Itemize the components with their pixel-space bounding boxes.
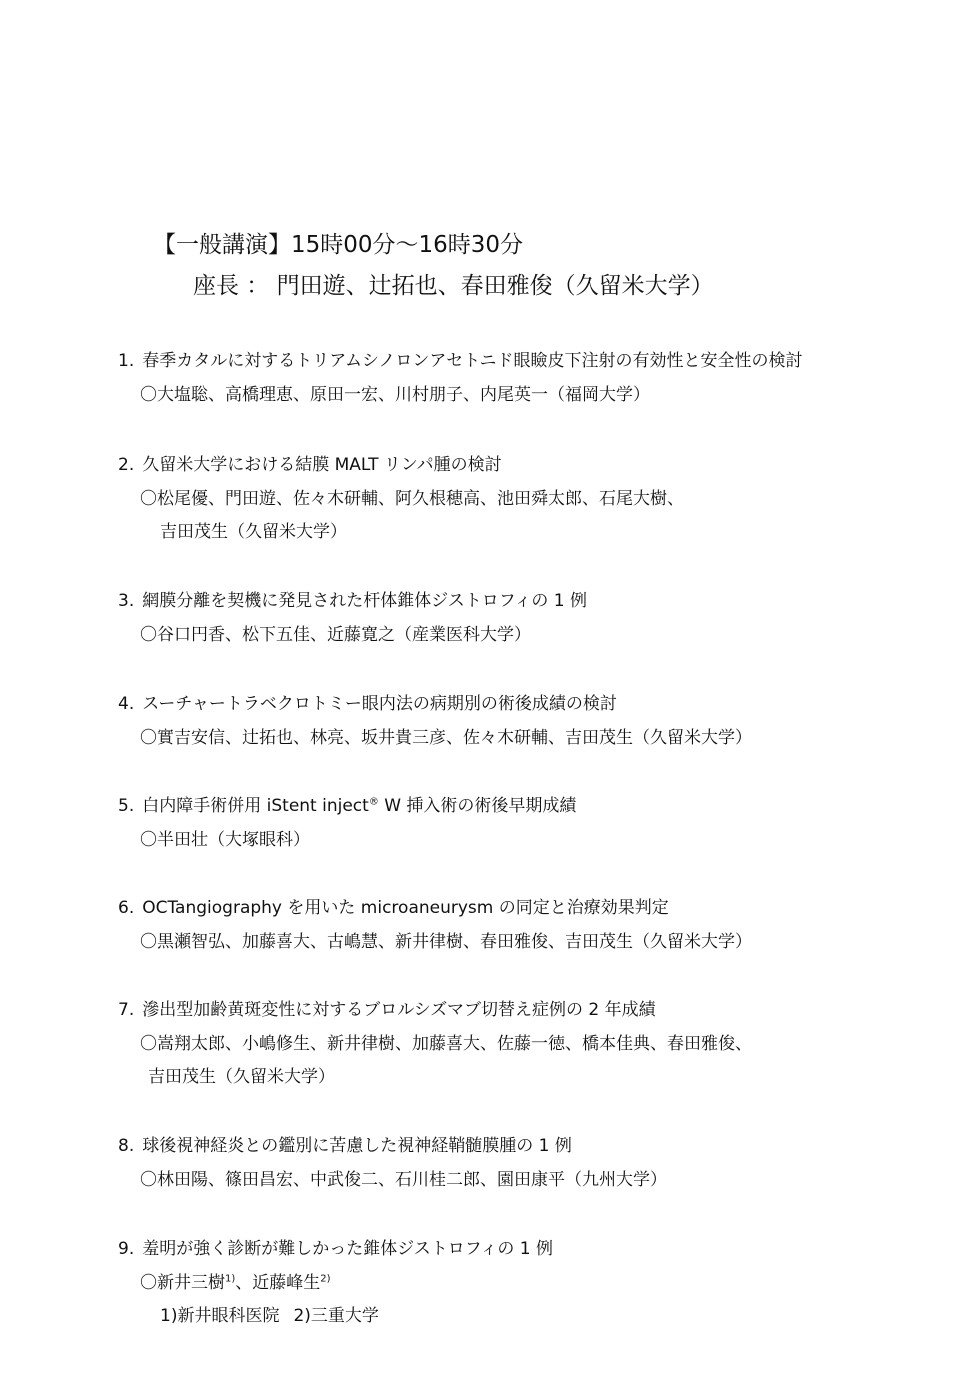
talk-number: 1. [118,351,135,371]
talk-number: 8. [118,1136,135,1156]
talk-authors: 〇林田陽、篠田昌宏、中武俊二、石川桂二郎、園田康平（九州大学） [140,1170,667,1190]
talk-title [118,450,502,475]
talk-title [118,586,587,611]
affiliation-1: 1)新井眼科医院 [160,1306,280,1326]
talk-authors: 〇半田壮（大塚眼科） [140,830,310,850]
talk-title [118,346,803,371]
talk-title-text: 羞明が強く診断が難しかった錐体ジストロフィの 1 例 [142,1239,553,1259]
talk-authors: 〇實吉安信、辻拓也、林亮、坂井貴三彦、佐々木研輔、吉田茂生（久留米大学） [140,728,752,748]
talk-title-text-rest: W 挿入術の術後早期成績 [378,796,577,816]
talk-title-text: 春季カタルに対するトリアムシノロンアセトニド眼瞼皮下注射の有効性と安全性の検討 [142,351,803,371]
talk-number: 2. [118,455,135,475]
talk-number: 6. [118,898,135,918]
talk-title-text: 久留米大学における結膜 MALT リンパ腫の検討 [142,455,502,475]
talk-authors: 〇黒瀬智弘、加藤喜大、古嶋慧、新井律樹、春田雅俊、吉田茂生（久留米大学） [140,932,752,952]
talk-title-text: 白内障手術併用 iStent inject [142,796,369,816]
affiliation-marker: 1) [225,1273,236,1285]
affiliations [160,1301,379,1326]
registered-mark: ® [368,796,379,808]
author-separator: 、 [235,1273,253,1293]
talk-title [118,1234,553,1259]
talk-title-text: 滲出型加齢黄斑変性に対するブロルシズマブ切替え症例の 2 年成績 [142,1000,656,1020]
talk-authors-continued: 吉田茂生（久留米大学） [148,1067,335,1087]
talk-authors: 〇大塩聡、高橋理恵、原田一宏、川村朋子、内尾英一（福岡大学） [140,385,650,405]
talk-title-text: OCTangiography を用いた microaneurysm の同定と治療効果判定 [142,898,669,918]
talk-authors: 〇松尾優、門田遊、佐々木研輔、阿久根穂高、池田舜太郎、石尾大樹、 [140,489,684,509]
talk-authors: 〇嵩翔太郎、小嶋修生、新井律樹、加藤喜大、佐藤一徳、橋本佳典、春田雅俊、 [140,1034,752,1054]
talk-title [118,791,576,816]
talk-title [118,689,617,714]
talk-number: 7. [118,1000,135,1020]
talk-authors-continued: 吉田茂生（久留米大学） [160,522,347,542]
author-name: 〇新井三樹 [140,1273,225,1293]
talk-title [118,995,656,1020]
talk-number: 9. [118,1239,135,1259]
affiliation-marker: 2) [320,1273,331,1285]
talk-title [118,1131,572,1156]
talk-title-text: 網膜分離を契機に発見された杆体錐体ジストロフィの 1 例 [142,591,587,611]
talk-title-text: 球後視神経炎との鑑別に苦慮した視神経鞘髄膜腫の 1 例 [142,1136,572,1156]
session-chair: 座長 ： 門田遊、辻拓也、春田雅俊（久留米大学） [193,273,714,299]
talk-number: 5. [118,796,135,816]
author-name: 近藤峰生 [252,1273,321,1293]
talk-title-text: スーチャートラベクロトミー眼内法の病期別の術後成績の検討 [142,694,617,714]
talk-number: 3. [118,591,135,611]
talk-title [118,893,669,918]
affiliation-2: 2)三重大学 [293,1306,379,1326]
talk-authors: 〇谷口円香、松下五佳、近藤寛之（産業医科大学） [140,625,531,645]
talk-number: 4. [118,694,135,714]
session-title: 【一般講演】15時00分～16時30分 [153,232,524,258]
talk-authors [140,1268,331,1293]
